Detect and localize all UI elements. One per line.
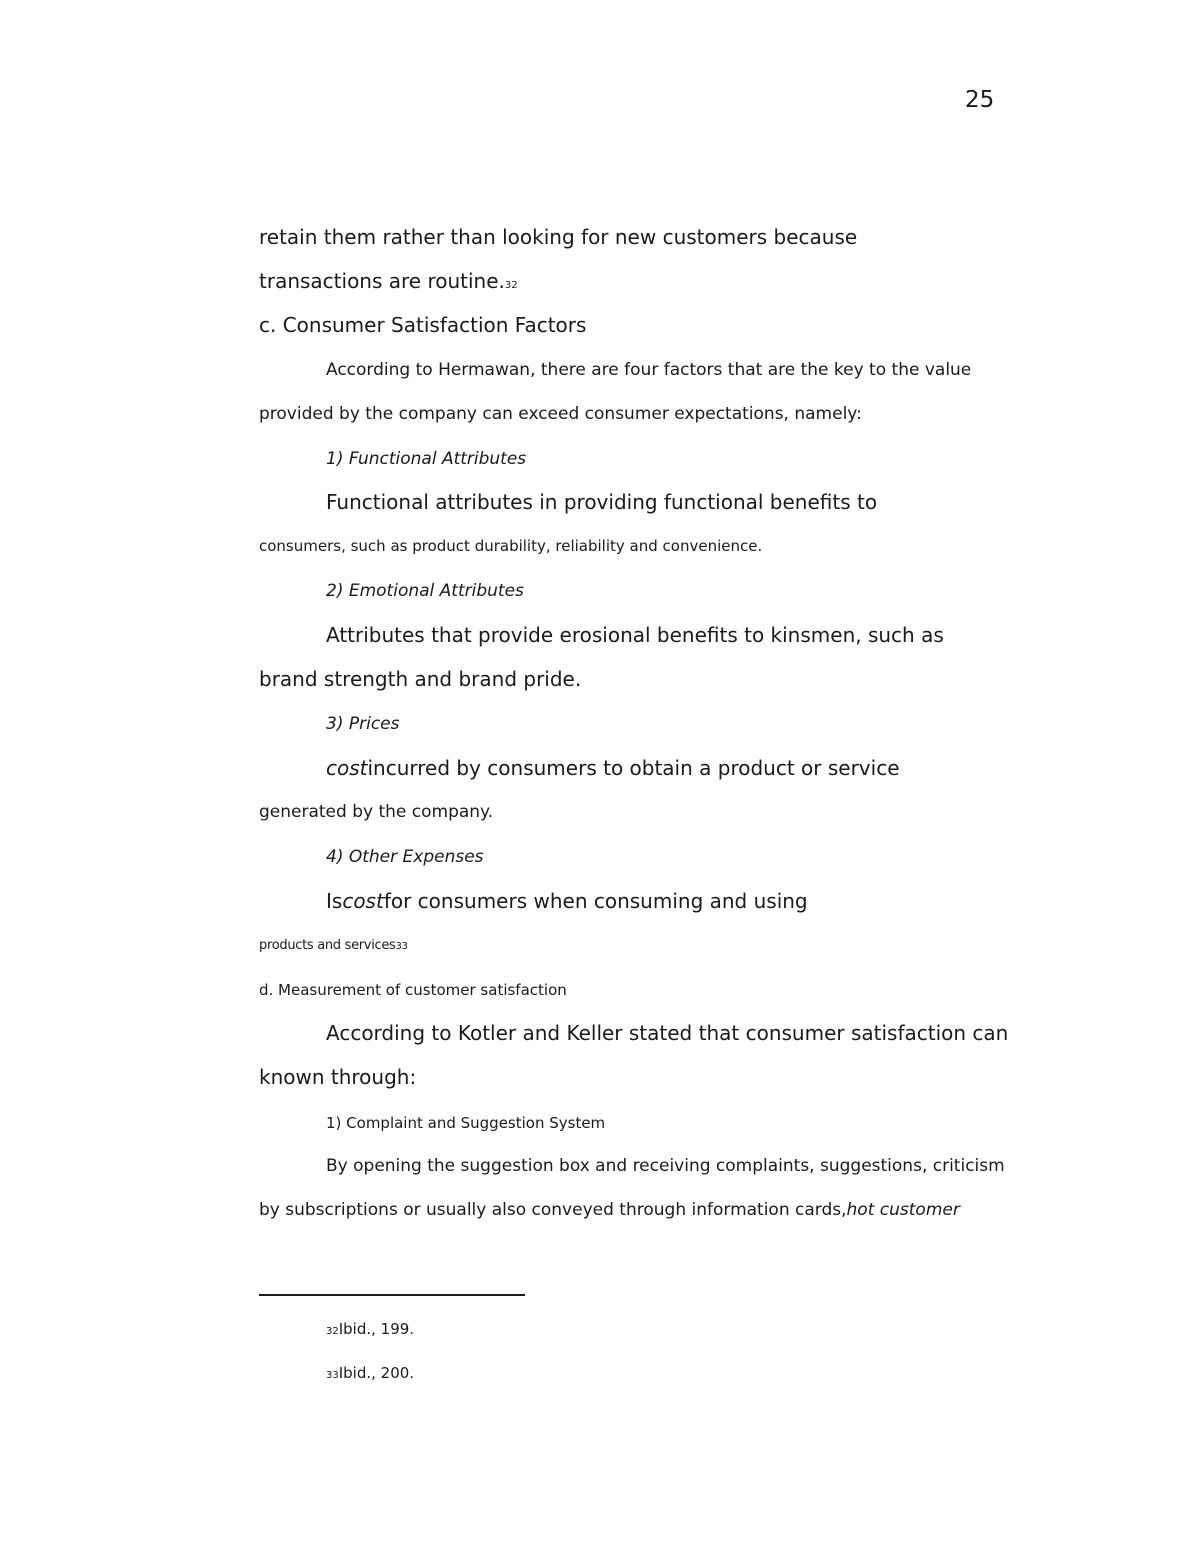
body-line: Functional attributes in providing functional benefits to: [326, 490, 878, 514]
body-line: Attributes that provide erosional benefits to kinsmen, such as: [326, 623, 944, 647]
footnote-mark: 33: [326, 1370, 339, 1381]
body-text: incurred by consumers to obtain a product or service: [367, 756, 900, 780]
body-line: [326, 758, 900, 778]
item-title: 1) Functional Attributes: [326, 449, 527, 469]
body-line: According to Hermawan, there are four factors that are the key to the value: [326, 360, 972, 380]
body-text: transactions are routine.: [259, 269, 505, 293]
italic-term: cost: [326, 756, 368, 780]
italic-term: hot customer: [846, 1200, 960, 1220]
body-line: According to Kotler and Keller stated that consumer satisfaction can: [326, 1021, 1009, 1045]
body-line: retain them rather than looking for new customers because: [259, 225, 858, 249]
footnote-separator: [259, 1294, 525, 1296]
body-line: consumers, such as product durability, reliability and convenience.: [259, 537, 763, 555]
page-number: 25: [965, 87, 995, 113]
body-line: [259, 939, 408, 952]
footnote: [326, 1366, 414, 1381]
section-heading-d: d. Measurement of customer satisfaction: [259, 981, 567, 999]
body-text: Is: [326, 889, 343, 913]
footnote-ref: 33: [395, 941, 408, 952]
footnote-mark: 32: [326, 1326, 339, 1337]
body-line: generated by the company.: [259, 802, 494, 822]
body-text: by subscriptions or usually also conveyed through information cards,: [259, 1200, 847, 1220]
body-text: for consumers when consuming and using: [383, 889, 808, 913]
body-line: [326, 891, 808, 911]
body-line: provided by the company can exceed consumer expectations, namely:: [259, 404, 862, 424]
italic-term: cost: [342, 889, 384, 913]
item-title: 4) Other Expenses: [326, 847, 484, 867]
body-line: brand strength and brand pride.: [259, 667, 582, 691]
footnote-text: Ibid., 199.: [338, 1320, 415, 1338]
item-title: 3) Prices: [326, 714, 400, 734]
body-line: By opening the suggestion box and receiving complaints, suggestions, criticism: [326, 1156, 1005, 1176]
section-heading-c: c. Consumer Satisfaction Factors: [259, 313, 587, 337]
body-line: known through:: [259, 1065, 417, 1089]
sub-item-title: 1) Complaint and Suggestion System: [326, 1114, 606, 1132]
footnote: [326, 1322, 414, 1337]
footnote-ref: 32: [504, 280, 518, 291]
body-text: products and services: [259, 938, 396, 953]
footnote-text: Ibid., 200.: [338, 1364, 415, 1382]
body-line: [259, 1202, 960, 1219]
body-line: [259, 271, 518, 291]
item-title: 2) Emotional Attributes: [326, 581, 524, 601]
